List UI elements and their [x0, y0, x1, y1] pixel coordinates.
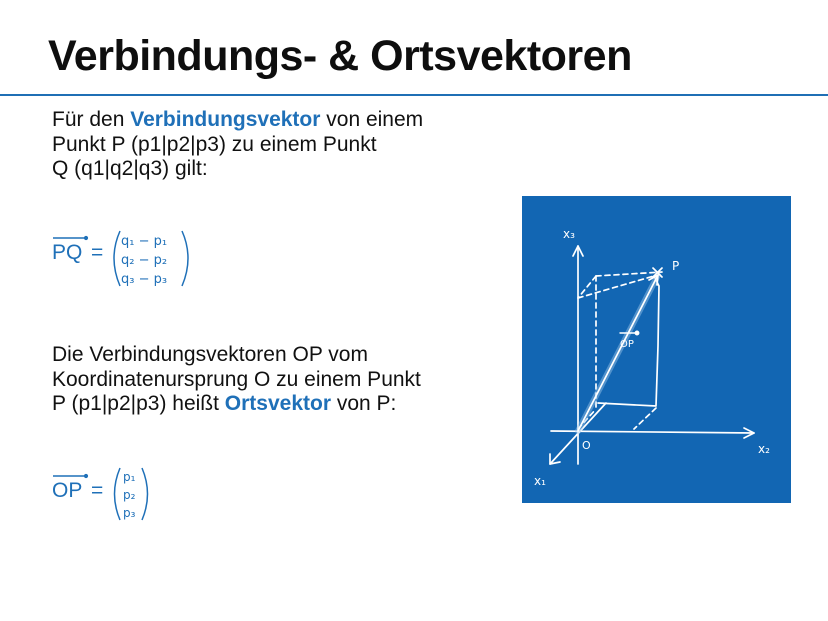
- left-paren: [114, 231, 120, 286]
- position-vector-description: [52, 343, 522, 417]
- formula-pq: [50, 226, 200, 296]
- term-ortsvektor: Ortsvektor: [224, 392, 332, 415]
- term-verbindungsvektor: Verbindungsvektor: [130, 108, 321, 131]
- label-arrow-tip: [635, 331, 638, 334]
- text-line: Punkt P (p1|p2|p3) zu einem Punkt: [52, 132, 377, 156]
- vector-arrow-tip: [84, 236, 88, 240]
- formula-lhs: PQ: [52, 241, 83, 264]
- coordinate-system-sketch: [522, 196, 791, 503]
- vector-component: q₃ − p₃: [121, 272, 168, 287]
- right-paren: [142, 468, 148, 520]
- text-segment: von einem: [320, 108, 424, 131]
- vector-component: q₂ − p₂: [121, 253, 168, 268]
- formula-equals: =: [91, 241, 104, 264]
- vector-component: p₃: [123, 506, 136, 520]
- connection-vector-description: [52, 108, 522, 182]
- text-line: Die Verbindungsvektoren OP vom: [52, 343, 368, 366]
- origin-label: O: [582, 439, 591, 452]
- axis-label-x3: x₃: [563, 227, 575, 241]
- axis-label-x1: x₁: [534, 474, 546, 488]
- vector-component: q₁ − p₁: [121, 234, 168, 249]
- text-segment: Für den: [52, 108, 131, 131]
- text-line: Q (q1|q2|q3) gilt:: [52, 157, 208, 180]
- text-line: Koordinatenursprung O zu einem Punkt: [52, 367, 421, 391]
- axis-label-x2: x₂: [758, 442, 770, 456]
- formula-equals: =: [91, 479, 104, 502]
- vector-op-label: OP: [620, 339, 634, 350]
- title-underline: [0, 94, 828, 96]
- sketch-background: [522, 196, 791, 503]
- formula-op: [50, 464, 160, 526]
- vector-component: p₂: [123, 488, 136, 502]
- left-paren: [115, 468, 121, 520]
- right-paren: [182, 231, 188, 286]
- point-p-label: P: [672, 259, 680, 273]
- slide-title: Verbindungs- & Ortsvektoren: [48, 32, 632, 80]
- text-segment: von P:: [331, 392, 397, 415]
- formula-lhs: OP: [52, 479, 83, 502]
- vector-arrow-tip: [84, 474, 88, 478]
- text-segment: P (p1|p2|p3) heißt: [52, 392, 225, 415]
- vector-component: p₁: [123, 470, 136, 484]
